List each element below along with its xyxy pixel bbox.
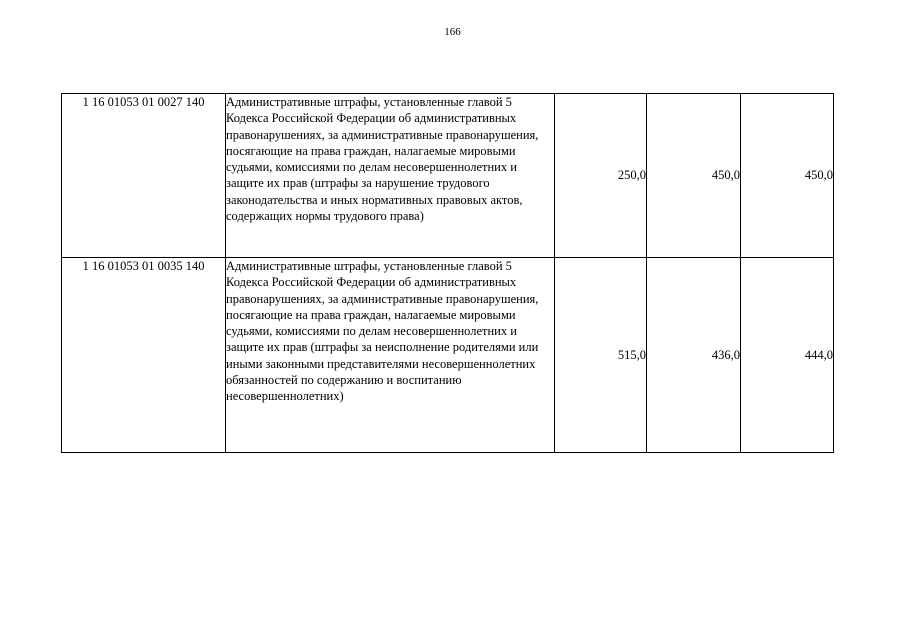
amount-year-3: 444,0 xyxy=(741,258,834,453)
amount-year-2: 450,0 xyxy=(647,94,741,258)
budget-classification-code: 1 16 01053 01 0027 140 xyxy=(62,94,226,258)
page-number: 166 xyxy=(444,26,461,38)
table-row xyxy=(62,94,834,258)
budget-classification-code: 1 16 01053 01 0035 140 xyxy=(62,258,226,453)
table-row xyxy=(62,258,834,453)
amount-year-3: 450,0 xyxy=(741,94,834,258)
budget-revenue-table xyxy=(61,93,834,453)
revenue-description: Административные штрафы, установленные главой 5 Кодекса Российской Федерации об административных правонарушениях, за административные правонарушения, посягающие на права граждан, налагаемые мировыми судьями, комиссиями по делам несовершеннолетних и защите их прав (штрафы за нарушение трудового законодательства и иных нормативных правовых актов, содержащих нормы трудового права) xyxy=(226,94,555,258)
amount-year-1: 515,0 xyxy=(555,258,647,453)
revenue-description: Административные штрафы, установленные главой 5 Кодекса Российской Федерации об административных правонарушениях, за административные правонарушения, посягающие на права граждан, налагаемые мировыми судьями, комиссиями по делам несовершеннолетних и защите их прав (штрафы за неисполнение родителями или иными законными представителями несовершеннолетних обязанностей по содержанию и воспитанию несовершеннолетних) xyxy=(226,258,555,453)
amount-year-1: 250,0 xyxy=(555,94,647,258)
amount-year-2: 436,0 xyxy=(647,258,741,453)
